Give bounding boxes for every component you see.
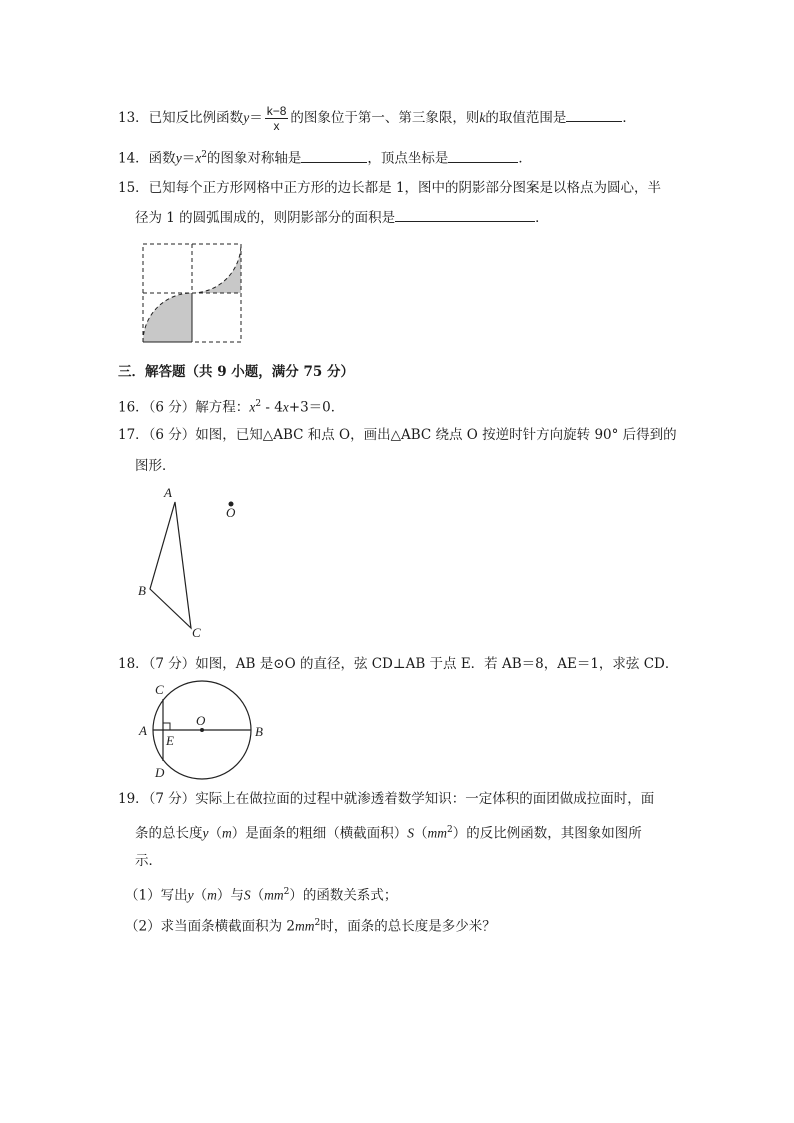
- q13-prefix: 13．已知反比例函数: [118, 110, 244, 126]
- q16-x2: x: [282, 399, 289, 415]
- q14-end: ．: [518, 150, 532, 167]
- q13-suffix: 的取值范围是: [485, 110, 567, 126]
- q13-y: y: [243, 110, 250, 125]
- question-19-line2: [135, 820, 642, 844]
- q15-line2-text: 径为 1 的圆弧围成的，则阴影部分的面积是: [135, 210, 396, 226]
- q19-l2-m: m: [222, 825, 232, 841]
- q18-label-d: D: [155, 765, 165, 780]
- q19-s1-b: （: [193, 887, 208, 904]
- question-14: [118, 145, 532, 169]
- q17-triangle-abc: [150, 502, 191, 628]
- q18-label-a: A: [139, 723, 147, 738]
- q17-label-c: C: [192, 625, 201, 640]
- q15-grid-figure: [138, 240, 246, 346]
- q15-shade-left: [143, 293, 192, 342]
- q18-circle-figure: [134, 678, 270, 784]
- q16-prefix: 16．（6 分）解方程：: [118, 399, 250, 416]
- q13-k: k: [479, 110, 486, 125]
- question-15-line1: 15．已知每个正方形网格中正方形的边长都是 1，图中的阴影部分图案是以格点为圆心，半: [118, 180, 662, 196]
- section-3-title: 三．解答题（共 9 小题，满分 75 分）: [118, 364, 354, 380]
- q18-center-o: [200, 728, 204, 732]
- q16-x: x: [249, 399, 256, 415]
- q19-l2-d: （: [414, 825, 428, 842]
- q19-s1-c: ）与: [216, 887, 244, 904]
- q19-s1-s: S: [243, 887, 251, 903]
- q18-right-angle-mark: [163, 723, 170, 730]
- q19-s1-e: ）的函数关系式；: [289, 887, 398, 904]
- q14-prefix: 14．函数: [118, 150, 176, 167]
- q19-l2-a: 条的总长度: [135, 825, 203, 842]
- q18-label-e: E: [166, 733, 174, 748]
- q18-label-b: B: [255, 724, 263, 739]
- q19-s1-y: y: [187, 887, 194, 903]
- q14-axis-blank[interactable]: [301, 148, 367, 163]
- q17-label-b: B: [138, 583, 146, 598]
- q14-y: y: [175, 150, 182, 166]
- q13-numerator: k−8: [266, 104, 287, 118]
- q16-rest: - 4: [261, 399, 283, 416]
- q13-mid: 的图象位于第一、第三象限，则: [290, 110, 480, 126]
- q17-label-o: O: [226, 505, 236, 520]
- question-19-line3: 示．: [135, 853, 162, 869]
- question-19-sub2: [125, 913, 496, 937]
- q19-s1-d: （: [250, 887, 265, 904]
- q17-triangle-figure: [130, 480, 250, 644]
- q16-exponent: 2: [255, 399, 262, 409]
- q18-label-o: O: [196, 713, 206, 728]
- q19-s2-exp: 2: [314, 918, 321, 928]
- q13-fraction: [265, 104, 289, 133]
- question-16: [118, 394, 344, 418]
- q19-l2-e: ）的反比例函数，其图象如图所: [452, 825, 642, 842]
- q19-s2-a: （2）求当面条横截面积为 2: [125, 918, 295, 935]
- q19-l2-y: y: [202, 825, 209, 841]
- q19-l2-exp: 2: [447, 825, 453, 835]
- question-15-line2: [135, 207, 549, 228]
- q19-s2-b: 时，面条的总长度是多少米？: [320, 918, 496, 935]
- question-17-line2: 图形．: [135, 458, 176, 474]
- q19-s1-m: m: [207, 887, 217, 903]
- q13-eq: ＝: [249, 110, 263, 126]
- q19-l2-s: S: [407, 825, 414, 841]
- question-17-line1: 17．（6 分）如图，已知△ABC 和点 O，画出△ABC 绕点 O 按逆时针方向旋转 90° 后得到的: [118, 427, 677, 443]
- q15-answer-blank[interactable]: [395, 207, 535, 222]
- q13-answer-blank[interactable]: [566, 107, 622, 122]
- q19-l2-b: （: [208, 825, 222, 842]
- q13-end: ．: [622, 110, 636, 126]
- q17-label-a: A: [164, 485, 172, 500]
- q14-vertex-blank[interactable]: [448, 148, 518, 163]
- question-19-line1: 19．（7 分）实际上在做拉面的过程中就渗透着数学知识：一定体积的面团做成拉面时，面: [118, 791, 655, 807]
- q14-eq: ＝: [181, 150, 196, 167]
- q14-mid2: ，顶点坐标是: [367, 150, 449, 167]
- q13-denominator: x: [273, 119, 280, 133]
- q19-l2-mm: mm: [427, 825, 447, 841]
- q19-s1-a: （1）写出: [125, 887, 188, 904]
- q14-x: x: [195, 150, 202, 166]
- q16-tail: +3＝0．: [288, 399, 345, 416]
- q19-s1-exp: 2: [283, 887, 290, 897]
- question-13: [118, 104, 636, 133]
- q19-s2-mm: mm: [294, 918, 315, 934]
- q14-exponent: 2: [201, 150, 207, 160]
- q15-shade-right: [192, 244, 241, 293]
- q19-l2-c: ）是面条的粗细（横截面积）: [231, 825, 408, 842]
- q18-label-c: C: [155, 682, 164, 697]
- q14-mid: 的图象对称轴是: [206, 150, 302, 167]
- q15-end: ．: [535, 210, 549, 226]
- question-19-sub1: [125, 882, 397, 906]
- q19-s1-mm: mm: [264, 887, 284, 903]
- question-18-line1: 18．（7 分）如图，AB 是⊙O 的直径，弦 CD⊥AB 于点 E．若 AB＝8，AE＝1，求弦 CD．: [118, 656, 679, 672]
